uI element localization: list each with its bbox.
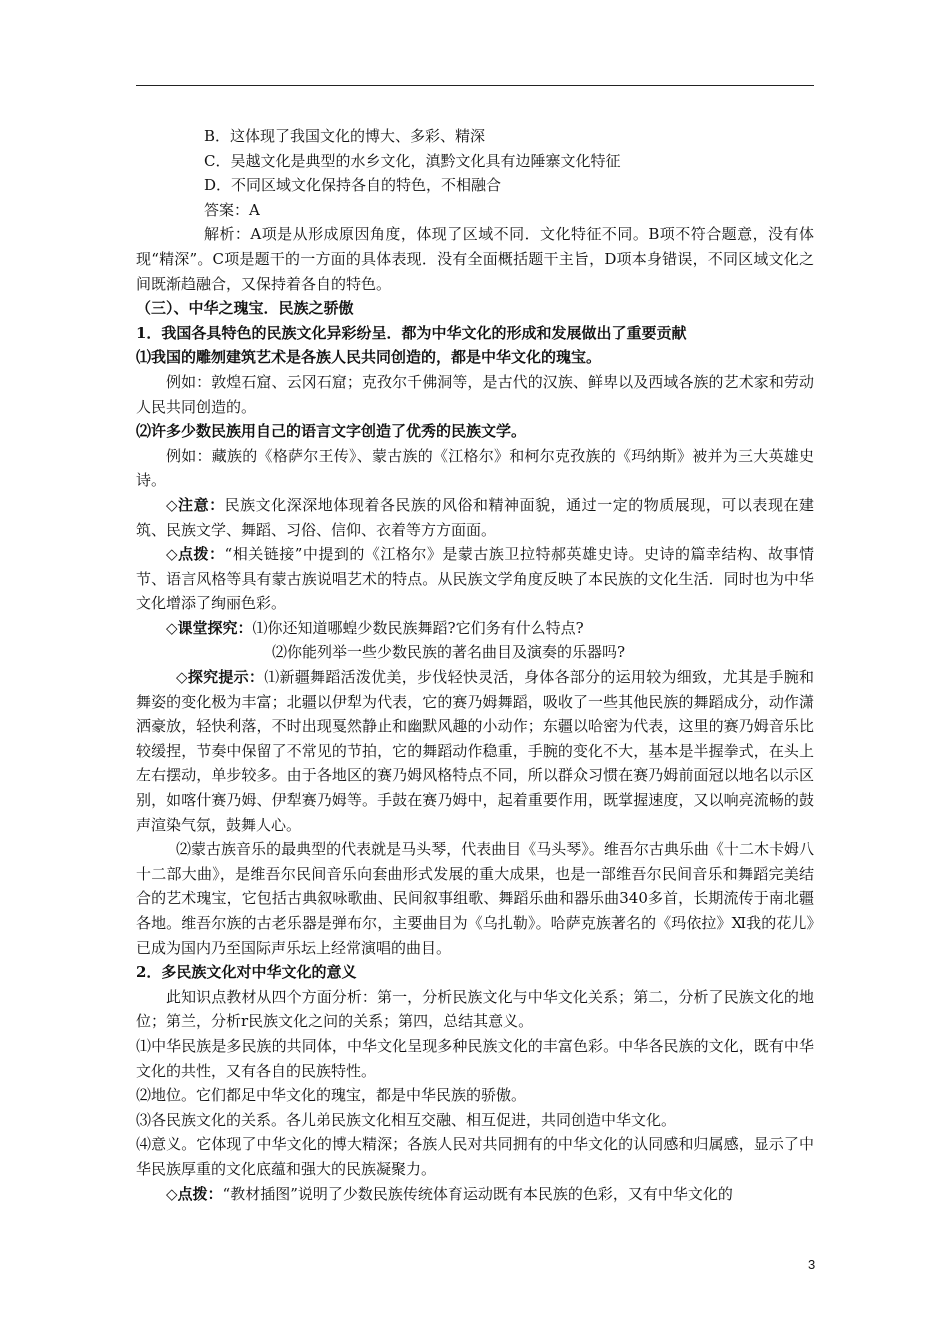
point-1-title: 1．我国各具特色的民族文化异彩纷呈．都为中华文化的形成和发展做出了重要贡献 [136, 323, 687, 342]
explore-question-1: ⑴你还知道哪蝗少数民族舞蹈?它们务有什么特点? [252, 618, 584, 637]
answer-line: 答案：A [204, 200, 260, 219]
sub-1-example: 例如：敦煌石窟、云冈石窟；克孜尔千佛洞等，是古代的汉族、鲜卑以及西域各族的艺术家和劳动人民共同创造的。 [136, 372, 814, 416]
sub-2-example: 例如：藏族的《格萨尔王传》、蒙古族的《江格尔》和柯尔克孜族的《玛纳斯》被并为三大英雄史诗。 [136, 446, 814, 490]
point-2-item-3: ⑶各民族文化的关系。各儿弟民族文化相互交融、相互促进，共同创造中华文化。 [136, 1110, 677, 1129]
explore-label: ◇课堂探究： [166, 618, 253, 637]
point-2-item-2: ⑵地位。它们都足中华文化的瑰宝，都是中华民族的骄傲。 [136, 1086, 527, 1105]
tip-1-text: “相关链接”中提到的《江格尔》是蒙古族卫拉特郝英雄史诗。史诗的篇幸结构、故事情节、语言风格等具有蒙古族说唱艺术的特点。从民族文学角度反映了本民族的文化生活．同时也为中华文化增添了绚丽色彩。 [136, 545, 814, 613]
hint-paragraph-1 [136, 665, 814, 837]
analysis-paragraph: 解析：A项是从形成原因角度，体现了区域不同．文化特征不同。B项不符合题意，没有体现“精深”。C项是题干的一方面的具体表现．没有全面概括题干主旨，D项本身错误，不同区域文化之间既渐趋融合，又保持着各自的特色。 [136, 225, 814, 293]
point-2-intro: 此知识点教材从四个方面分析：第一，分析民族文化与中华文化关系；第二，分析了民族文化的地位；第兰，分析r民族文化之问的关系；第四，总结其意义。 [136, 987, 814, 1031]
point-2-item-1: ⑴中华民族是多民族的共同体，中华文化呈现多种民族文化的丰富色彩。中华各民族的文化，既有中华文化的共性，又有各自的民族特性。 [136, 1036, 814, 1080]
option-d: D．不同区域文化保持各自的特色，不相融合 [204, 176, 502, 195]
sub-2-title: ⑵许多少数民族用自己的语言文字创造了优秀的民族文学。 [136, 422, 527, 441]
page-body [136, 124, 814, 1206]
point-2-title: 2．多民族文化对中华文化的意义 [136, 963, 357, 982]
explore-paragraph [136, 616, 814, 641]
hint-text-1: ⑴新疆舞蹈活泼优美，步伐轻快灵活，身体各部分的运用较为细致，尤其是手腕和舞姿的变化极为丰富；北疆以伊犁为代表，它的赛乃姆舞蹈，吸收了一些其他民族的舞蹈成分，动作潇洒豪放，轻快利落，不时出现戛然静止和幽默风趣的小动作；东疆以哈密为代表，这里的赛乃姆音乐比较缓捏，节奏中保留了不常见的节拍，它的舞蹈动作稳重，手腕的变化不大，基本是半握拳式，在头上左右摆动，单步较多。由于各地区的赛乃姆风格特点不同，所以群众习惯在赛乃姆前面冠以地名以示区别，如喀什赛乃姆、伊犁赛乃姆等。手鼓在赛乃姆中，起着重要作用，既掌握速度，又以响亮流畅的鼓声渲染气氛，鼓舞人心。 [136, 668, 814, 834]
option-b: B．这体现了我国文化的博大、多彩、精深 [204, 127, 486, 145]
tip-2-label: ◇点拨： [166, 1184, 223, 1203]
page-number: 3 [808, 1257, 816, 1272]
sub-1-title: ⑴我国的雕刎建筑艺术是各族人民共同创造的，都是中华文化的瑰宝。 [136, 348, 602, 367]
note-label: ◇注意： [166, 495, 225, 514]
hint-paragraph-2: ⑵蒙古族音乐的最典型的代表就是马头琴，代表曲目《马头琴》。维吾尔古典乐曲《十二木卡姆八十二部大曲》，是维吾尔民间音乐向套曲形式发展的重大成果，也是一部维吾尔民间音乐和舞蹈完美结合的艺术瑰宝，它包括古典叙咏歌曲、民间叙事组歌、舞蹈乐曲和器乐曲340多首，长期流传于南北疆各地。维吾尔族的古老乐器是弹布尔，主要曲目为《乌扎勒》。哈萨克族著名的《玛依拉》Ⅺ我的花儿》已成为国内乃至国际声乐坛上经常演唱的曲目。 [136, 840, 814, 957]
header-rule [136, 85, 814, 86]
tip-1-paragraph [136, 542, 814, 616]
hint-label: ◇探究提示： [176, 668, 265, 687]
tip-2-paragraph [136, 1182, 814, 1207]
point-2-item-4: ⑷意义。它体现了中华文化的博大精深；各族人民对共同拥有的中华文化的认同感和归属感，显示了中华民族厚重的文化底蕴和强大的民族凝聚力。 [136, 1135, 814, 1178]
tip-1-label: ◇点拨： [166, 545, 225, 564]
explore-question-2: ⑵你能列举一些少数民族的著名曲目及演奏的乐器吗? [272, 643, 626, 662]
note-text: 民族文化深深地体现着各民族的风俗和精神面貌，通过一定的物质展现，可以表现在建筑、民族文学、舞蹈、习俗、信仰、衣着等方方面面。 [136, 495, 814, 539]
tip-2-text: “教材插图”说明了少数民族传统体育运动既有本民族的色彩，又有中华文化的 [222, 1184, 733, 1203]
option-c: C．吴越文化是典型的水乡文化，滇黔文化具有边陲寨文化特征 [204, 151, 621, 170]
section-3-title: （三）、中华之瑰宝．民族之骄傲 [136, 299, 354, 318]
note-paragraph [136, 493, 814, 542]
